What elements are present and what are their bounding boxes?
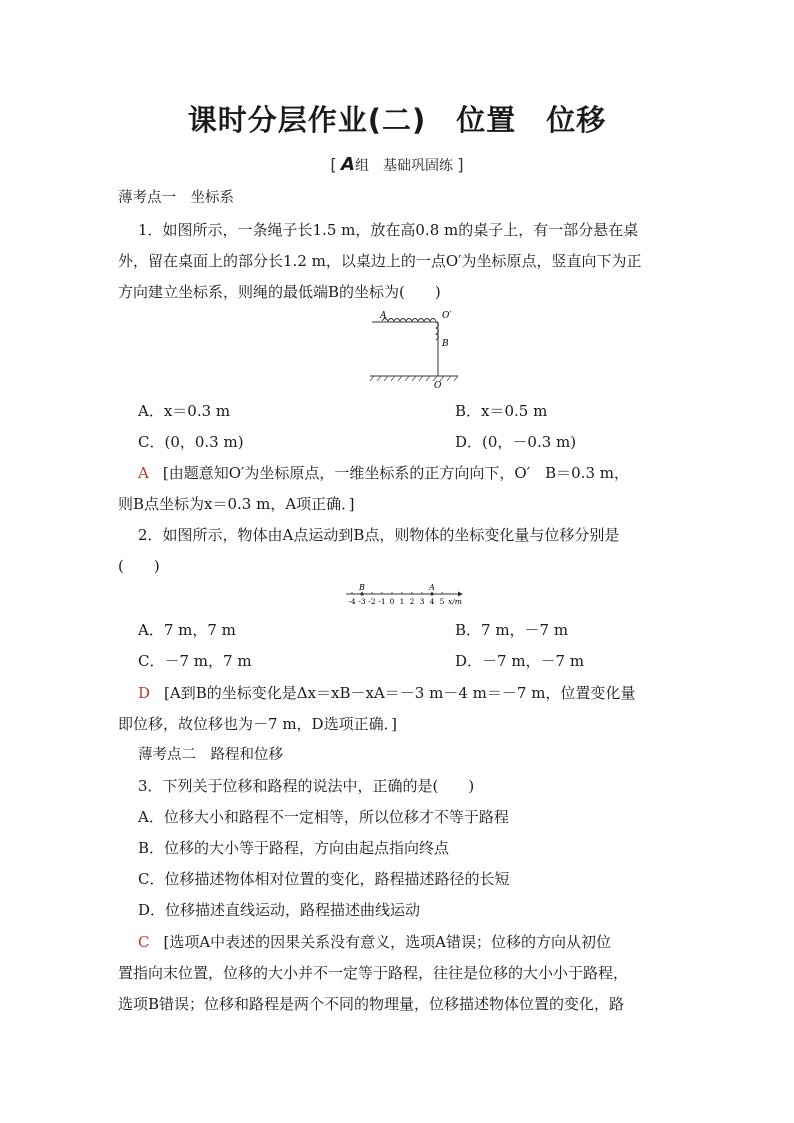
tick-label: -2 [368,597,376,606]
tick-label: -1 [378,597,386,606]
q1-option-b: B．x＝0.5 m [455,402,548,420]
rope-on-table-figure [366,308,466,390]
q2-stem-line-2: ( ) [118,557,160,575]
q3-explanation-1: [选项A中表述的因果关系没有意义，选项A错误；位移的方向从初位 [163,933,612,951]
group-label: 组 基础巩固练 [354,158,453,174]
label-o: O [434,381,442,390]
q2-answer: D [138,684,151,702]
q1-option-d: D．(0，－0.3 m) [455,433,577,451]
q1-explanation-2: 则B点坐标为x＝0.3 m，A项正确．] [118,495,355,513]
q3-stem: 3．下列关于位移和路程的说法中，正确的是( ) [138,777,475,795]
q2-option-c: C．－7 m，7 m [138,652,252,670]
tick-label: 5 [439,597,445,606]
q2-answer-line-1 [138,683,635,703]
q1-stem-line-3: 方向建立坐标系，则绳的最低端B的坐标为( ) [118,283,441,301]
q3-option-a: A．位移大小和路程不一定相等，所以位移才不等于路程 [138,808,509,826]
tick-label: -3 [358,597,366,606]
q3-option-d: D．位移描述直线运动，路程描述曲线运动 [138,901,421,919]
label-b: B [442,339,449,349]
q1-stem-line-1: 1．如图所示，一条绳子长1.5 m，放在高0.8 m的桌子上，有一部分悬在桌 [138,221,639,239]
q2-option-b: B．7 m，－7 m [455,621,569,639]
q3-option-c: C．位移描述物体相对位置的变化，路程描述路径的长短 [138,870,510,888]
q3-answer-line-1 [138,932,611,952]
axis-unit-label: x/m [448,597,462,606]
q2-option-a: A．7 m，7 m [138,621,236,639]
tick-label: 4 [429,597,435,606]
group-tag: [ A组 基础巩固练 ] [330,154,464,175]
q1-answer-line-1 [138,463,629,483]
tick-label: 2 [409,597,415,606]
page-title: 课时分层作业(二) 位置 位移 [187,103,607,137]
label-o-prime: O′ [442,311,452,321]
q2-stem-line-1: 2．如图所示，物体由A点运动到B点，则物体的坐标变化量与位移分别是 [138,526,620,544]
number-line-figure [342,582,482,610]
label-a: A [380,311,387,321]
q2-explanation-2: 即位移，故位移也为－7 m，D选项正确．] [118,715,397,733]
tick-label: 3 [419,597,425,606]
q3-explanation-3: 选项B错误；位移和路程是两个不同的物理量，位移描述物体位置的变化，路 [118,995,625,1013]
q1-explanation-1: [由题意知O′为坐标原点，一维坐标系的正方向向下，O′ B＝0.3 m， [162,464,629,482]
section-heading-1: 薄考点一 坐标系 [118,190,234,206]
q1-stem-line-2: 外，留在桌面上的部分长1.2 m，以桌边上的一点O′为坐标原点，竖直向下为正 [118,252,642,270]
tick-label: 1 [399,597,405,606]
q1-option-c: C．(0，0.3 m) [138,433,244,451]
q3-explanation-2: 置指向末位置，位移的大小并不一定等于路程，往往是位移的大小小于路程， [118,964,629,982]
point-a-label: A [429,583,435,592]
q3-option-b: B．位移的大小等于路程，方向由起点指向终点 [138,839,450,857]
section-heading-2: 薄考点二 路程和位移 [138,747,283,763]
tick-label: -4 [348,597,356,606]
point-b-label: B [359,583,365,592]
q3-answer: C [138,933,150,951]
q2-explanation-1: [A到B的坐标变化是Δx＝xB－xA＝－3 m－4 m＝－7 m，位置变化量 [164,684,636,702]
q2-option-d: D．－7 m，－7 m [455,652,585,670]
group-letter: A [341,154,355,175]
q1-answer: A [138,464,149,482]
tick-label: 0 [389,597,395,606]
q1-option-a: A．x＝0.3 m [138,402,231,420]
